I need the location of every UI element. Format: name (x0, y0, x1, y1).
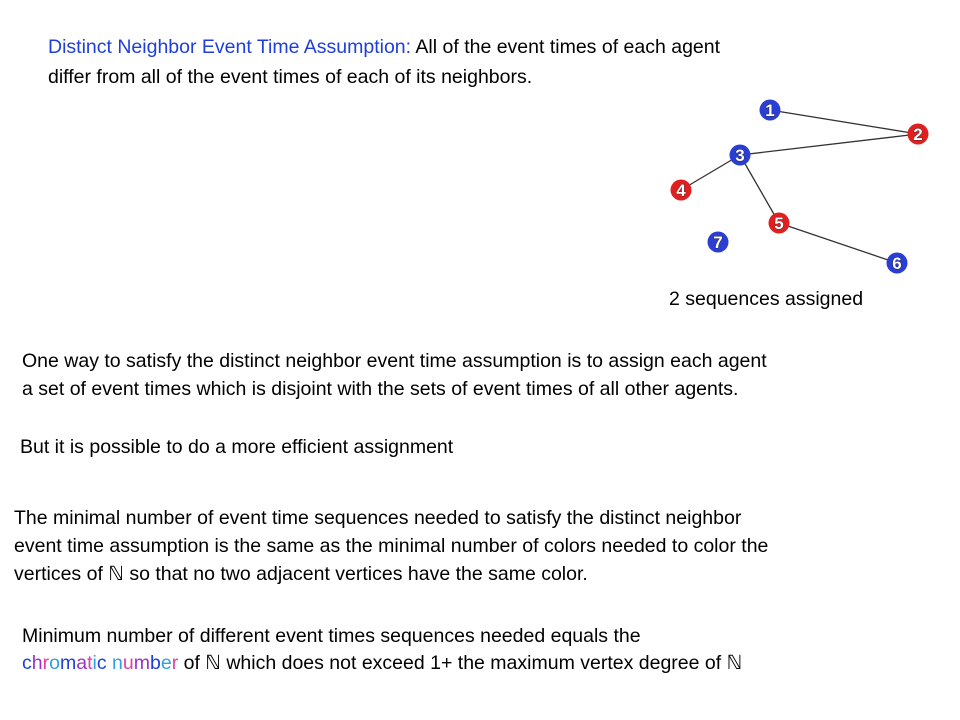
intro-line-1-rest: All of the event times of each agent (415, 36, 721, 58)
letter: e (160, 652, 172, 674)
graph-caption: 2 sequences assigned (669, 288, 864, 310)
letter: b (149, 652, 161, 674)
para3-line-1: The minimal number of event time sequences needed to satisfy the distinct neighbor (14, 507, 742, 529)
letter: h (31, 652, 43, 674)
para1-line-2: a set of event times which is disjoint with the sets of event times of all other agents. (22, 378, 739, 400)
para4-line-1: Minimum number of different event times sequences needed equals the (22, 625, 641, 647)
letter: c (96, 652, 107, 674)
node-label: 2 (913, 125, 923, 144)
letter: o (49, 652, 60, 674)
letter: i (92, 652, 97, 674)
number-word (112, 652, 178, 674)
node-3 (730, 145, 751, 166)
intro-line-2: differ from all of the event times of each of its neighbors. (48, 66, 533, 88)
node-6 (887, 253, 908, 274)
letter: c (22, 652, 32, 674)
letter: n (112, 652, 123, 674)
para1-line-1: One way to satisfy the distinct neighbor event time assumption is to assign each agent (22, 350, 767, 372)
letter: r (171, 652, 179, 674)
node-label: 4 (676, 181, 686, 200)
node-2 (908, 124, 929, 145)
para3-line-2: event time assumption is the same as the minimal number of colors needed to color the (14, 535, 769, 557)
node-label: 6 (892, 254, 902, 273)
node-5 (769, 213, 790, 234)
node-label: 1 (765, 101, 775, 120)
para4-line-2-rest: of ℕ which does not exceed 1+ the maximum vertex degree of ℕ (178, 652, 743, 674)
chromatic-word (22, 652, 107, 674)
node-7 (708, 232, 729, 253)
edge-5-6 (779, 223, 897, 263)
intro-title: Distinct Neighbor Event Time Assumption: (48, 36, 412, 58)
letter: m (59, 652, 77, 674)
graph-nodes (671, 100, 929, 274)
node-4 (671, 180, 692, 201)
node-label: 7 (713, 233, 723, 252)
edge-1-2 (770, 110, 918, 134)
node-label: 5 (774, 214, 784, 233)
para3-line-3: vertices of ℕ so that no two adjacent vertices have the same color. (14, 563, 588, 585)
letter: r (42, 652, 50, 674)
letter: t (87, 652, 93, 674)
node-label: 3 (735, 146, 745, 165)
edge-3-5 (740, 155, 779, 223)
letter: a (76, 652, 88, 674)
node-1 (760, 100, 781, 121)
para2-line-1: But it is possible to do a more efficient assignment (20, 436, 454, 458)
para4-line-2 (22, 652, 742, 675)
letter: u (122, 652, 134, 674)
letter: m (133, 652, 150, 674)
edge-3-2 (740, 134, 918, 155)
